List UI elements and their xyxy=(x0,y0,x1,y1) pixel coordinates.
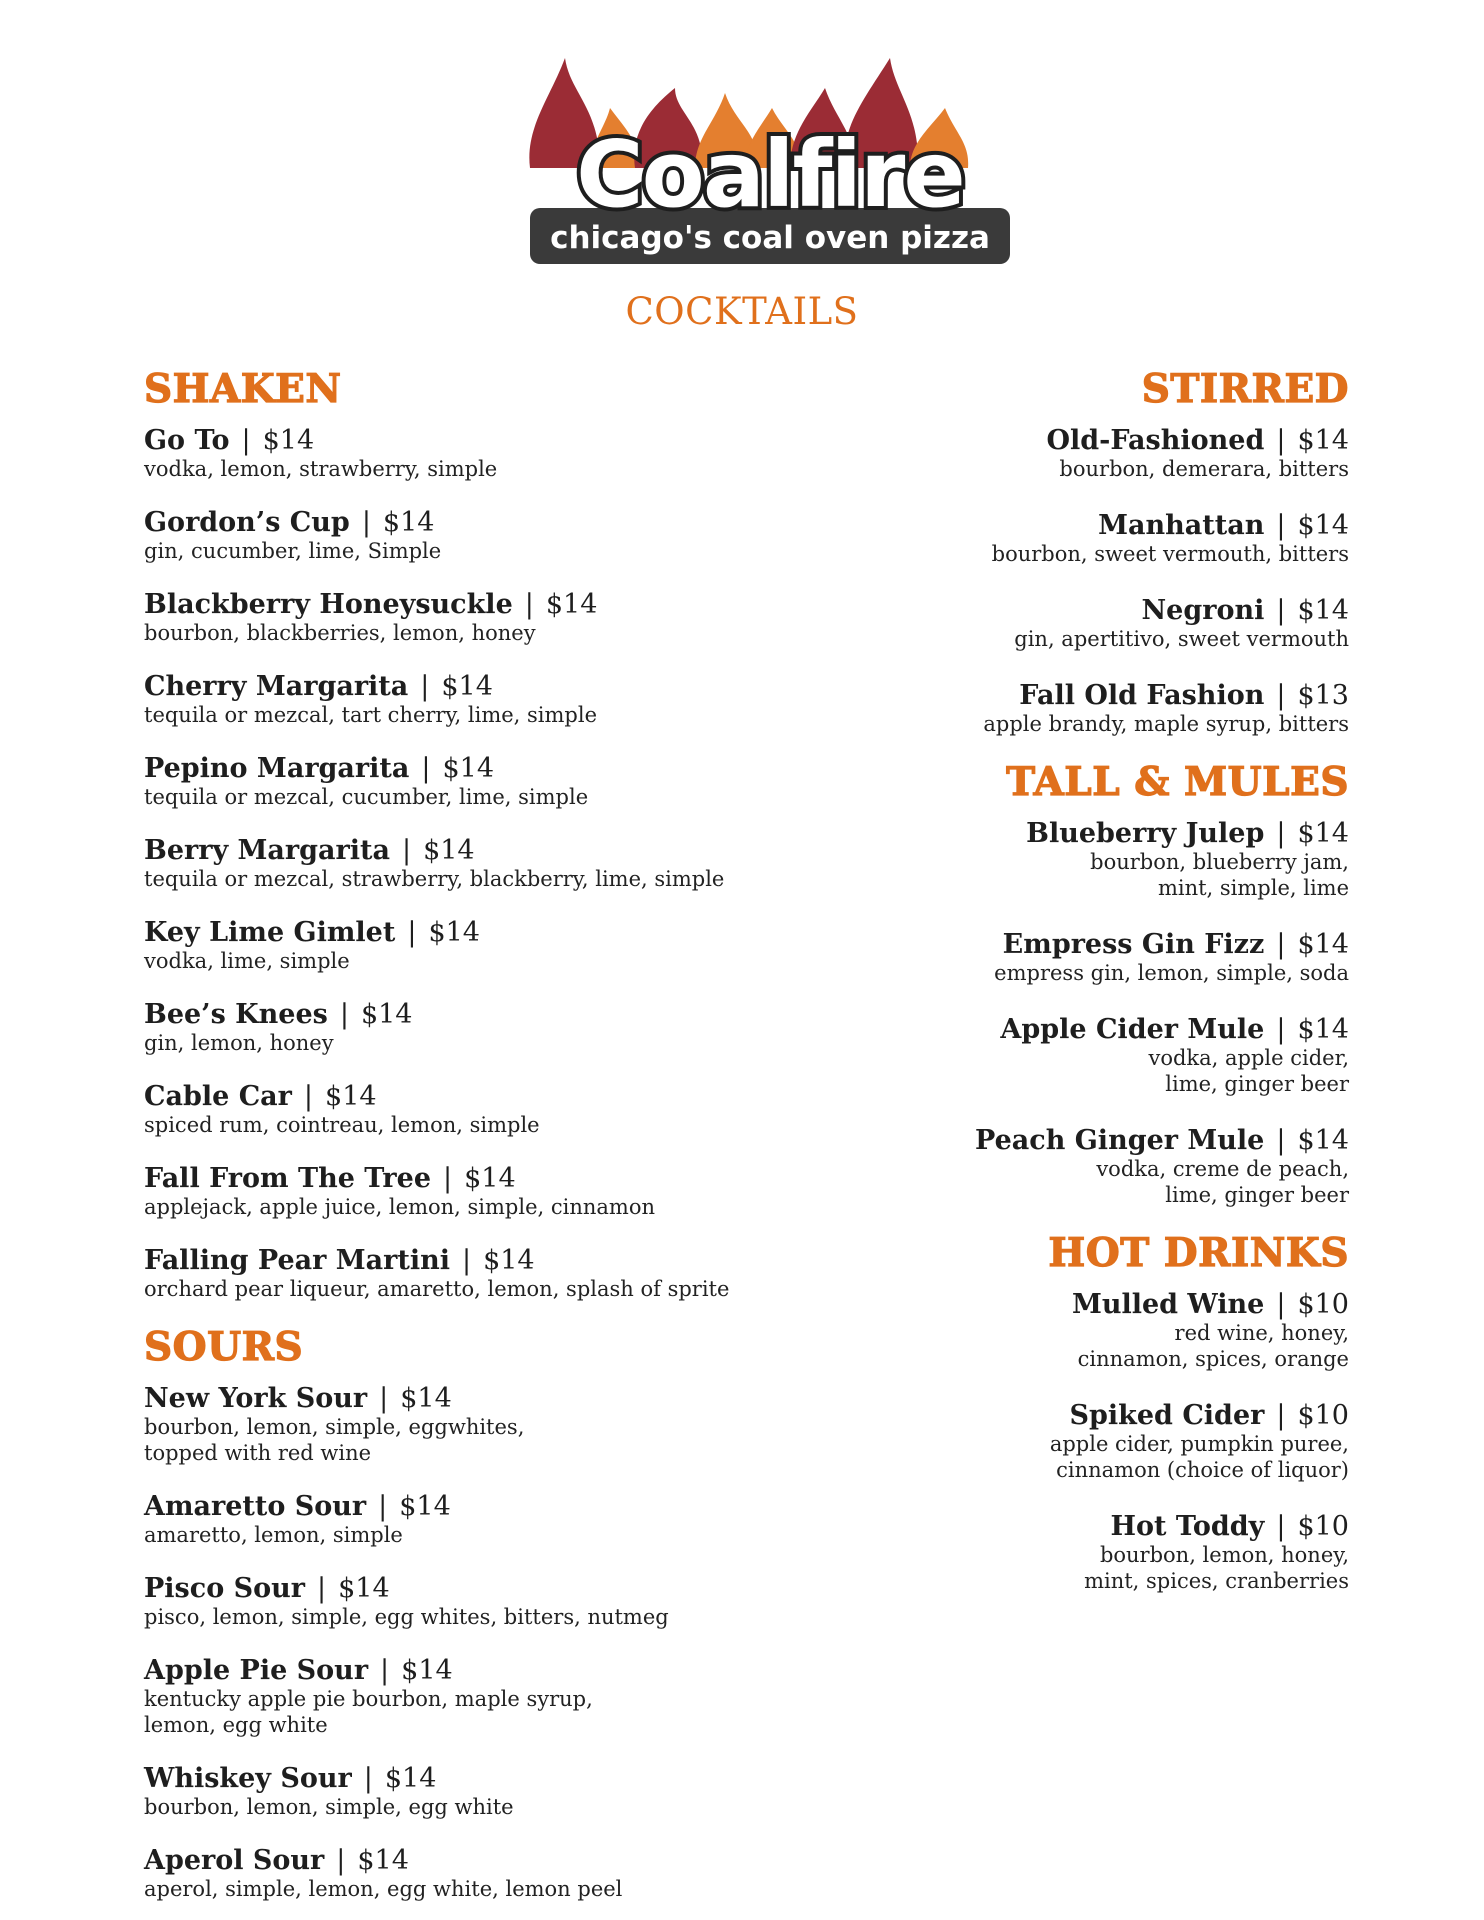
item-name: Key Lime Gimlet xyxy=(144,917,396,948)
item-title-line xyxy=(729,1015,1349,1045)
section-heading: HOT DRINKS xyxy=(1048,1230,1349,1276)
separator-bar: | xyxy=(420,671,430,702)
item-price: $14 xyxy=(382,507,435,538)
menu-section xyxy=(144,1324,764,1902)
item-price: $14 xyxy=(464,1163,516,1194)
item-name: Whiskey Sour xyxy=(144,1763,352,1794)
menu-item xyxy=(144,1656,764,1738)
separator-bar: | xyxy=(378,1491,388,1522)
item-title-line xyxy=(144,754,764,784)
menu-item xyxy=(729,930,1349,986)
item-description: cinnamon, spices, orange xyxy=(1077,1347,1349,1371)
item-name: Spiked Cider xyxy=(1069,1400,1265,1431)
item-description: mint, simple, lime xyxy=(1157,876,1349,900)
item-name: Amaretto Sour xyxy=(144,1491,367,1522)
item-price: $14 xyxy=(423,835,475,866)
item-title-line xyxy=(144,1492,764,1522)
item-title-line xyxy=(144,590,764,620)
menu-item xyxy=(144,672,764,728)
item-price: $14 xyxy=(1297,510,1349,541)
item-description: mint, spices, cranberries xyxy=(1084,1569,1349,1593)
menu-item xyxy=(144,426,764,482)
right-column xyxy=(729,366,1349,1594)
separator-bar: | xyxy=(407,917,417,948)
item-name: Falling Pear Martini xyxy=(144,1245,450,1276)
item-price: $14 xyxy=(483,1245,535,1276)
separator-bar: | xyxy=(1276,1511,1286,1542)
item-title-line xyxy=(729,1290,1349,1320)
item-name: Fall Old Fashion xyxy=(1019,680,1265,711)
separator-bar: | xyxy=(241,425,251,456)
menu-item xyxy=(729,1126,1349,1208)
item-price: $10 xyxy=(1297,1289,1349,1320)
item-price: $14 xyxy=(399,1491,451,1522)
item-price: $14 xyxy=(325,1081,377,1112)
separator-bar: | xyxy=(316,1573,327,1604)
menu-item xyxy=(144,1384,764,1466)
item-price: $14 xyxy=(1297,1125,1349,1156)
logo-tagline: chicago's coal oven pizza xyxy=(550,220,990,256)
item-description: bourbon, lemon, simple, eggwhites, xyxy=(144,1415,525,1439)
separator-bar: | xyxy=(1276,425,1286,456)
item-title-line xyxy=(144,1246,764,1276)
item-description: gin, cucumber, lime, Simple xyxy=(144,539,442,563)
item-price: $14 xyxy=(1297,425,1349,456)
item-price: $14 xyxy=(1297,595,1349,626)
item-description: tequila or mezcal, strawberry, blackberry, lime, simple xyxy=(144,867,725,891)
item-name: Go To xyxy=(144,425,230,456)
item-name: Pepino Margarita xyxy=(144,753,410,784)
section-heading: SHAKEN xyxy=(144,366,342,412)
item-title-line xyxy=(144,672,764,702)
item-name: Fall From The Tree xyxy=(144,1163,432,1194)
item-name: Aperol Sour xyxy=(144,1845,325,1876)
item-title-line xyxy=(729,681,1349,711)
item-description: bourbon, sweet vermouth, bitters xyxy=(991,542,1349,566)
item-description: apple cider, pumpkin puree, xyxy=(1049,1432,1349,1456)
menu-section xyxy=(729,1230,1349,1594)
item-title-line xyxy=(144,1764,764,1794)
menu-item xyxy=(729,1401,1349,1483)
item-name: Blueberry Julep xyxy=(1026,818,1265,849)
item-name: Blackberry Honeysuckle xyxy=(144,589,513,620)
separator-bar: | xyxy=(336,1845,346,1876)
item-description: bourbon, blackberries, lemon, honey xyxy=(144,621,536,645)
item-name: Negroni xyxy=(1141,595,1265,626)
item-description: lime, ginger beer xyxy=(1165,1183,1349,1207)
item-price: $14 xyxy=(441,671,493,702)
item-title-line xyxy=(729,1401,1349,1431)
separator-bar: | xyxy=(1276,1289,1286,1320)
item-name: New York Sour xyxy=(144,1383,368,1414)
menu-item xyxy=(144,1082,764,1138)
item-description: orchard pear liqueur, amaretto, lemon, splash of sprite xyxy=(144,1277,730,1301)
menu-item xyxy=(144,508,764,564)
item-name: Gordon’s Cup xyxy=(144,507,350,538)
item-title-line xyxy=(144,1846,764,1876)
item-price: $14 xyxy=(360,999,413,1030)
item-price: $10 xyxy=(1297,1400,1349,1431)
menu-item xyxy=(144,1164,764,1220)
menu-item xyxy=(729,1015,1349,1097)
separator-bar: | xyxy=(1276,818,1286,849)
separator-bar: | xyxy=(1276,680,1286,711)
separator-bar: | xyxy=(363,1763,373,1794)
item-description: vodka, lime, simple xyxy=(144,949,350,973)
item-description: red wine, honey, xyxy=(1174,1321,1349,1345)
item-title-line xyxy=(144,1000,764,1030)
separator-bar: | xyxy=(1276,1400,1286,1431)
item-description: bourbon, demerara, bitters xyxy=(1059,457,1349,481)
item-description: tequila or mezcal, tart cherry, lime, simple xyxy=(144,703,598,727)
item-price: $14 xyxy=(1297,818,1349,849)
item-title-line xyxy=(144,508,764,538)
item-description: kentucky apple pie bourbon, maple syrup, xyxy=(144,1687,593,1711)
menu-item xyxy=(144,918,764,974)
item-price: $14 xyxy=(1297,929,1349,960)
menu-item xyxy=(729,819,1349,901)
item-title-line xyxy=(729,930,1349,960)
separator-bar: | xyxy=(1276,1014,1286,1045)
menu-item xyxy=(144,754,764,810)
separator-bar: | xyxy=(303,1081,314,1112)
item-name: Peach Ginger Mule xyxy=(975,1125,1265,1156)
item-name: Cherry Margarita xyxy=(144,671,409,702)
menu-item xyxy=(144,1846,764,1902)
item-price: $14 xyxy=(545,589,598,620)
menu-section xyxy=(729,759,1349,1208)
item-description: applejack, apple juice, lemon, simple, cinnamon xyxy=(144,1195,655,1219)
item-description: topped with red wine xyxy=(144,1441,372,1465)
item-name: Apple Cider Mule xyxy=(1000,1014,1265,1045)
item-title-line xyxy=(144,1164,764,1194)
item-title-line xyxy=(144,836,764,866)
separator-bar: | xyxy=(1276,595,1286,626)
item-description: bourbon, blueberry jam, xyxy=(1090,850,1349,874)
item-price: $14 xyxy=(338,1573,390,1604)
item-description: pisco, lemon, simple, egg whites, bitters, nutmeg xyxy=(144,1605,669,1629)
item-name: Manhattan xyxy=(1098,510,1265,541)
item-name: Empress Gin Fizz xyxy=(1002,929,1265,960)
menu-item xyxy=(144,836,764,892)
item-description: tequila or mezcal, cucumber, lime, simple xyxy=(144,785,589,809)
item-name: Old-Fashioned xyxy=(1046,425,1265,456)
item-price: $14 xyxy=(428,917,480,948)
item-description: aperol, simple, lemon, egg white, lemon peel xyxy=(144,1877,623,1901)
coalfire-logo xyxy=(490,48,1050,268)
item-title-line xyxy=(729,819,1349,849)
item-description: bourbon, lemon, simple, egg white xyxy=(144,1795,514,1819)
item-description: empress gin, lemon, simple, soda xyxy=(994,961,1349,985)
menu-item xyxy=(729,1290,1349,1372)
item-price: $13 xyxy=(1297,680,1349,711)
menu-item xyxy=(144,1574,764,1630)
item-title-line xyxy=(729,1126,1349,1156)
item-name: Pisco Sour xyxy=(144,1573,305,1604)
item-description: vodka, lemon, strawberry, simple xyxy=(144,457,498,481)
item-title-line xyxy=(144,918,764,948)
item-description: gin, lemon, honey xyxy=(144,1031,334,1055)
item-name: Hot Toddy xyxy=(1110,1511,1265,1542)
separator-bar: | xyxy=(1276,929,1286,960)
menu-item xyxy=(729,681,1349,737)
item-description: spiced rum, cointreau, lemon, simple xyxy=(144,1113,540,1137)
item-price: $14 xyxy=(400,1383,452,1414)
section-heading: STIRRED xyxy=(1141,366,1349,412)
separator-bar: | xyxy=(380,1655,390,1686)
item-title-line xyxy=(144,1082,764,1112)
item-price: $14 xyxy=(384,1763,437,1794)
brand-wordmark: Coalfire xyxy=(576,121,964,228)
item-price: $14 xyxy=(1297,1014,1349,1045)
separator-bar: | xyxy=(401,835,412,866)
item-title-line xyxy=(144,1384,764,1414)
menu-section xyxy=(729,366,1349,737)
separator-bar: | xyxy=(361,507,371,538)
separator-bar: | xyxy=(524,589,534,620)
item-name: Apple Pie Sour xyxy=(144,1655,369,1686)
item-title-line xyxy=(144,1656,764,1686)
menu-section xyxy=(144,366,764,1302)
separator-bar: | xyxy=(379,1383,389,1414)
menu-item xyxy=(144,1246,764,1302)
item-description: amaretto, lemon, simple xyxy=(144,1523,403,1547)
separator-bar: | xyxy=(461,1245,472,1276)
item-description: vodka, creme de peach, xyxy=(1096,1157,1349,1181)
item-description: cinnamon (choice of liquor) xyxy=(1056,1458,1349,1482)
item-name: Berry Margarita xyxy=(144,835,390,866)
item-name: Cable Car xyxy=(144,1081,292,1112)
item-description: bourbon, lemon, honey, xyxy=(1099,1543,1349,1567)
separator-bar: | xyxy=(1276,510,1286,541)
section-heading: SOURS xyxy=(144,1324,304,1370)
menu-item xyxy=(729,1512,1349,1594)
menu-item xyxy=(729,596,1349,652)
item-title-line xyxy=(144,1574,764,1604)
separator-bar: | xyxy=(339,999,349,1030)
item-price: $14 xyxy=(442,753,495,784)
page-title: COCKTAILS xyxy=(625,290,859,333)
separator-bar: | xyxy=(443,1163,453,1194)
item-description: gin, apertitivo, sweet vermouth xyxy=(1014,627,1349,651)
item-description: apple brandy, maple syrup, bitters xyxy=(983,712,1349,736)
menu-item xyxy=(729,511,1349,567)
item-title-line xyxy=(729,426,1349,456)
left-column xyxy=(144,366,764,1902)
item-name: Bee’s Knees xyxy=(144,999,328,1030)
item-name: Mulled Wine xyxy=(1071,1289,1265,1320)
item-description: lemon, egg white xyxy=(144,1713,328,1737)
menu-item xyxy=(729,426,1349,482)
menu-item xyxy=(144,1492,764,1548)
menu-item xyxy=(144,1000,764,1056)
item-description: lime, ginger beer xyxy=(1165,1072,1349,1096)
item-price: $14 xyxy=(262,425,315,456)
menu-item xyxy=(144,1764,764,1820)
item-price: $14 xyxy=(401,1655,453,1686)
item-price: $10 xyxy=(1297,1511,1349,1542)
item-title-line xyxy=(729,511,1349,541)
item-title-line xyxy=(729,1512,1349,1542)
menu-item xyxy=(144,590,764,646)
item-title-line xyxy=(729,596,1349,626)
item-description: vodka, apple cider, xyxy=(1148,1046,1349,1070)
item-title-line xyxy=(144,426,764,456)
item-price: $14 xyxy=(357,1845,409,1876)
separator-bar: | xyxy=(421,753,431,784)
section-heading: TALL & MULES xyxy=(1006,759,1349,805)
separator-bar: | xyxy=(1276,1125,1286,1156)
